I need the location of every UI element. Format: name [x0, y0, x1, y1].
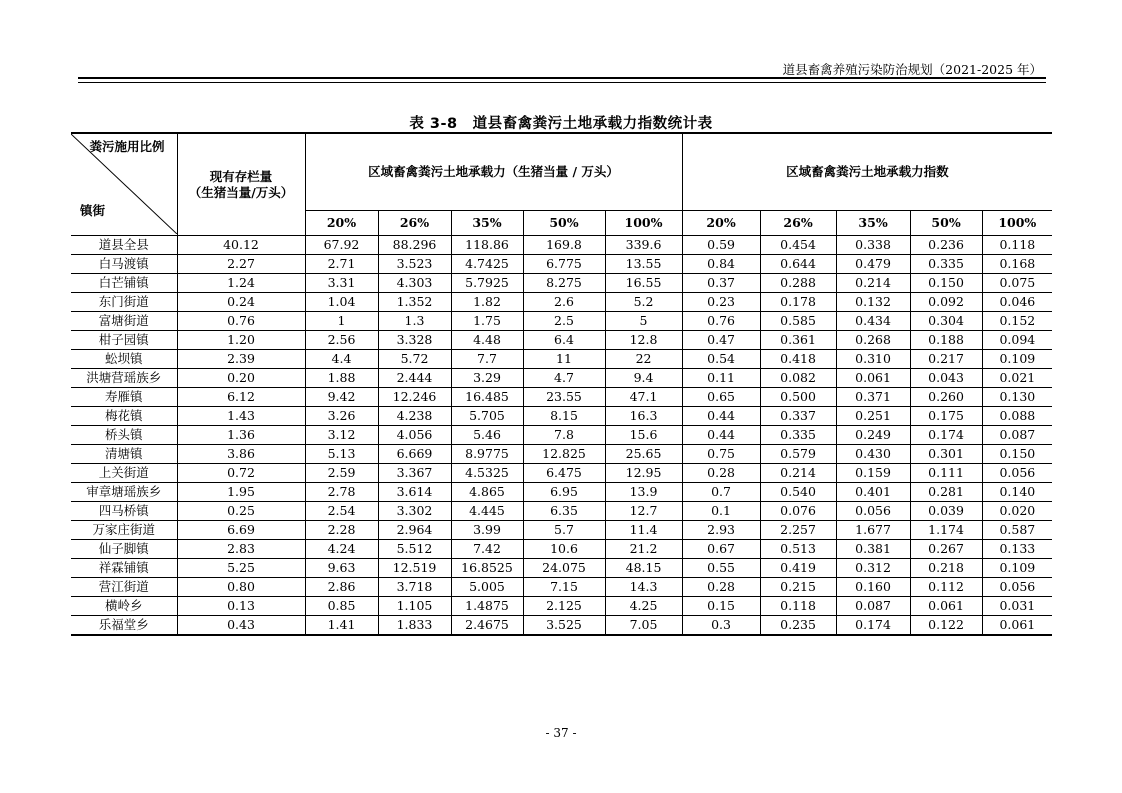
- cell-index: 0.046: [982, 293, 1052, 312]
- cell-town-name: 审章塘瑶族乡: [71, 483, 177, 502]
- cell-capacity: 3.29: [451, 369, 523, 388]
- cell-capacity: 6.475: [523, 464, 605, 483]
- header-row-main: [71, 133, 1052, 211]
- table-body: [71, 236, 1052, 636]
- cell-stock: 2.39: [177, 350, 305, 369]
- cell-capacity: 3.367: [378, 464, 451, 483]
- cell-capacity: 5.705: [451, 407, 523, 426]
- cell-index: 0.454: [760, 236, 836, 255]
- cell-capacity: 16.8525: [451, 559, 523, 578]
- cell-capacity: 5.512: [378, 540, 451, 559]
- cell-index: 0.218: [910, 559, 982, 578]
- cell-capacity: 5.005: [451, 578, 523, 597]
- cell-capacity: 5.2: [605, 293, 682, 312]
- cell-capacity: 67.92: [305, 236, 378, 255]
- cell-capacity: 4.24: [305, 540, 378, 559]
- table-row: [71, 331, 1052, 350]
- cell-index: 0.168: [982, 255, 1052, 274]
- header-rule-thin: [78, 82, 1046, 83]
- cell-index: 1.174: [910, 521, 982, 540]
- table-row: [71, 616, 1052, 636]
- cell-capacity: 12.519: [378, 559, 451, 578]
- cell-capacity: 2.5: [523, 312, 605, 331]
- cell-capacity: 7.7: [451, 350, 523, 369]
- table-row: [71, 445, 1052, 464]
- cell-capacity: 1.04: [305, 293, 378, 312]
- corner-label-town: 镇街: [80, 203, 106, 218]
- cell-capacity: 1.88: [305, 369, 378, 388]
- cell-index: 0.150: [910, 274, 982, 293]
- index-ratio-header: 100%: [982, 211, 1052, 236]
- cell-capacity: 16.3: [605, 407, 682, 426]
- index-ratio-header: 20%: [682, 211, 760, 236]
- cell-index: 0.087: [982, 426, 1052, 445]
- cell-index: 0.3: [682, 616, 760, 636]
- cell-index: 0.337: [760, 407, 836, 426]
- cell-index: 0.076: [760, 502, 836, 521]
- header-rule-thick: [78, 77, 1046, 79]
- cell-index: 0.109: [982, 559, 1052, 578]
- statistics-table: [71, 132, 1052, 636]
- cell-index: 0.11: [682, 369, 760, 388]
- cell-stock: 1.95: [177, 483, 305, 502]
- cell-capacity: 7.15: [523, 578, 605, 597]
- cell-capacity: 21.2: [605, 540, 682, 559]
- cell-stock: 0.13: [177, 597, 305, 616]
- cell-index: 0.513: [760, 540, 836, 559]
- cell-index: 0.361: [760, 331, 836, 350]
- cell-index: 0.039: [910, 502, 982, 521]
- cell-capacity: 3.12: [305, 426, 378, 445]
- cell-index: 0.043: [910, 369, 982, 388]
- table-row: [71, 388, 1052, 407]
- running-header: 道县畜禽养殖污染防治规划（2021-2025 年）: [782, 62, 1042, 77]
- table-title: 表 3-8 道县畜禽粪污土地承载力指数统计表: [409, 116, 713, 132]
- cell-town-name: 四马桥镇: [71, 502, 177, 521]
- cell-capacity: 1.352: [378, 293, 451, 312]
- cell-index: 0.15: [682, 597, 760, 616]
- cell-capacity: 4.056: [378, 426, 451, 445]
- cell-index: 0.152: [982, 312, 1052, 331]
- cell-index: 0.54: [682, 350, 760, 369]
- cell-index: 0.031: [982, 597, 1052, 616]
- cell-index: 0.335: [760, 426, 836, 445]
- cell-index: 0.23: [682, 293, 760, 312]
- index-header: 区域畜禽粪污土地承载力指数: [682, 133, 1052, 211]
- cell-capacity: 15.6: [605, 426, 682, 445]
- cell-stock: 1.36: [177, 426, 305, 445]
- cell-index: 0.28: [682, 578, 760, 597]
- cell-town-name: 仙子脚镇: [71, 540, 177, 559]
- cell-capacity: 6.95: [523, 483, 605, 502]
- cell-index: 0.092: [910, 293, 982, 312]
- cell-stock: 0.80: [177, 578, 305, 597]
- cell-index: 0.174: [836, 616, 910, 636]
- cell-capacity: 4.238: [378, 407, 451, 426]
- table-row: [71, 274, 1052, 293]
- cell-index: 0.1: [682, 502, 760, 521]
- cell-index: 0.418: [760, 350, 836, 369]
- cell-capacity: 12.7: [605, 502, 682, 521]
- table-row: [71, 502, 1052, 521]
- cell-index: 0.111: [910, 464, 982, 483]
- cell-capacity: 3.302: [378, 502, 451, 521]
- cell-index: 0.217: [910, 350, 982, 369]
- index-ratio-header: 26%: [760, 211, 836, 236]
- cell-capacity: 4.7: [523, 369, 605, 388]
- cell-capacity: 11: [523, 350, 605, 369]
- cell-index: 0.268: [836, 331, 910, 350]
- table-row: [71, 312, 1052, 331]
- cell-index: 0.118: [982, 236, 1052, 255]
- cell-capacity: 5.13: [305, 445, 378, 464]
- cell-stock: 2.83: [177, 540, 305, 559]
- cell-index: 0.381: [836, 540, 910, 559]
- cell-capacity: 13.9: [605, 483, 682, 502]
- cell-index: 0.251: [836, 407, 910, 426]
- cell-index: 0.419: [760, 559, 836, 578]
- cell-index: 0.310: [836, 350, 910, 369]
- cell-index: 0.214: [836, 274, 910, 293]
- cell-capacity: 16.485: [451, 388, 523, 407]
- cell-stock: 0.24: [177, 293, 305, 312]
- cell-index: 0.434: [836, 312, 910, 331]
- cell-capacity: 8.275: [523, 274, 605, 293]
- cell-town-name: 上关街道: [71, 464, 177, 483]
- cell-index: 0.236: [910, 236, 982, 255]
- stock-header: [177, 133, 305, 236]
- cell-index: 0.061: [982, 616, 1052, 636]
- cell-index: 0.087: [836, 597, 910, 616]
- cell-capacity: 13.55: [605, 255, 682, 274]
- cell-capacity: 2.86: [305, 578, 378, 597]
- cell-index: 0.021: [982, 369, 1052, 388]
- cell-capacity: 47.1: [605, 388, 682, 407]
- cell-capacity: 339.6: [605, 236, 682, 255]
- cell-index: 0.76: [682, 312, 760, 331]
- cell-capacity: 12.95: [605, 464, 682, 483]
- cell-index: 0.28: [682, 464, 760, 483]
- cell-capacity: 118.86: [451, 236, 523, 255]
- cell-index: 0.7: [682, 483, 760, 502]
- cell-index: 0.301: [910, 445, 982, 464]
- cell-capacity: 24.075: [523, 559, 605, 578]
- cell-capacity: 6.775: [523, 255, 605, 274]
- cell-index: 0.174: [910, 426, 982, 445]
- cell-capacity: 6.35: [523, 502, 605, 521]
- cell-index: 0.579: [760, 445, 836, 464]
- cell-index: 0.061: [836, 369, 910, 388]
- index-ratio-header: 50%: [910, 211, 982, 236]
- cell-index: 0.281: [910, 483, 982, 502]
- cell-index: 0.335: [910, 255, 982, 274]
- cell-town-name: 柑子园镇: [71, 331, 177, 350]
- cell-town-name: 道县全县: [71, 236, 177, 255]
- cell-capacity: 1.105: [378, 597, 451, 616]
- cell-index: 0.118: [760, 597, 836, 616]
- cell-capacity: 7.8: [523, 426, 605, 445]
- cell-stock: 2.27: [177, 255, 305, 274]
- cell-index: 0.130: [982, 388, 1052, 407]
- cell-index: 0.44: [682, 407, 760, 426]
- cell-capacity: 5.46: [451, 426, 523, 445]
- cell-stock: 0.20: [177, 369, 305, 388]
- cell-index: 0.150: [982, 445, 1052, 464]
- cell-index: 0.587: [982, 521, 1052, 540]
- cell-capacity: 12.825: [523, 445, 605, 464]
- index-ratio-header: 35%: [836, 211, 910, 236]
- cell-town-name: 营江街道: [71, 578, 177, 597]
- cell-capacity: 12.8: [605, 331, 682, 350]
- cell-index: 0.260: [910, 388, 982, 407]
- cell-capacity: 9.4: [605, 369, 682, 388]
- cell-capacity: 6.4: [523, 331, 605, 350]
- cell-capacity: 2.444: [378, 369, 451, 388]
- cell-capacity: 4.4: [305, 350, 378, 369]
- cell-town-name: 富塘街道: [71, 312, 177, 331]
- cell-capacity: 8.15: [523, 407, 605, 426]
- cell-capacity: 3.614: [378, 483, 451, 502]
- cell-capacity: 22: [605, 350, 682, 369]
- cell-index: 0.188: [910, 331, 982, 350]
- cell-index: 0.133: [982, 540, 1052, 559]
- cell-capacity: 2.4675: [451, 616, 523, 636]
- cell-capacity: 9.42: [305, 388, 378, 407]
- cell-capacity: 48.15: [605, 559, 682, 578]
- cell-stock: 0.25: [177, 502, 305, 521]
- cell-town-name: 梅花镇: [71, 407, 177, 426]
- cell-index: 0.088: [982, 407, 1052, 426]
- cell-capacity: 1: [305, 312, 378, 331]
- stock-header-line1: 现有存栏量: [209, 168, 273, 184]
- cell-capacity: 4.445: [451, 502, 523, 521]
- table-row: [71, 255, 1052, 274]
- capacity-ratio-header: 35%: [451, 211, 523, 236]
- cell-index: 0.159: [836, 464, 910, 483]
- cell-capacity: 12.246: [378, 388, 451, 407]
- cell-index: 1.677: [836, 521, 910, 540]
- cell-capacity: 25.65: [605, 445, 682, 464]
- cell-index: 0.020: [982, 502, 1052, 521]
- capacity-ratio-header: 20%: [305, 211, 378, 236]
- cell-index: 0.075: [982, 274, 1052, 293]
- cell-stock: 6.12: [177, 388, 305, 407]
- cell-capacity: 23.55: [523, 388, 605, 407]
- cell-capacity: 3.99: [451, 521, 523, 540]
- cell-capacity: 1.75: [451, 312, 523, 331]
- cell-index: 0.84: [682, 255, 760, 274]
- capacity-ratio-header: 26%: [378, 211, 451, 236]
- cell-capacity: 9.63: [305, 559, 378, 578]
- cell-index: 0.312: [836, 559, 910, 578]
- cell-capacity: 4.48: [451, 331, 523, 350]
- cell-capacity: 88.296: [378, 236, 451, 255]
- cell-capacity: 1.3: [378, 312, 451, 331]
- cell-index: 0.056: [836, 502, 910, 521]
- cell-town-name: 白马渡镇: [71, 255, 177, 274]
- cell-capacity: 2.78: [305, 483, 378, 502]
- cell-index: 0.44: [682, 426, 760, 445]
- cell-capacity: 2.71: [305, 255, 378, 274]
- capacity-ratio-header: 100%: [605, 211, 682, 236]
- cell-capacity: 10.6: [523, 540, 605, 559]
- stock-header-line2: （生猪当量/万头）: [188, 184, 294, 200]
- cell-index: 0.65: [682, 388, 760, 407]
- table-row: [71, 597, 1052, 616]
- cell-capacity: 6.669: [378, 445, 451, 464]
- cell-index: 0.249: [836, 426, 910, 445]
- cell-index: 0.214: [760, 464, 836, 483]
- cell-index: 0.122: [910, 616, 982, 636]
- cell-capacity: 4.25: [605, 597, 682, 616]
- cell-capacity: 1.82: [451, 293, 523, 312]
- cell-index: 0.215: [760, 578, 836, 597]
- cell-index: 2.257: [760, 521, 836, 540]
- cell-index: 0.132: [836, 293, 910, 312]
- cell-index: 2.93: [682, 521, 760, 540]
- table-row: [71, 540, 1052, 559]
- cell-index: 0.160: [836, 578, 910, 597]
- capacity-ratio-header: 50%: [523, 211, 605, 236]
- cell-capacity: 3.26: [305, 407, 378, 426]
- cell-capacity: 4.5325: [451, 464, 523, 483]
- cell-capacity: 1.833: [378, 616, 451, 636]
- cell-index: 0.540: [760, 483, 836, 502]
- cell-capacity: 8.9775: [451, 445, 523, 464]
- cell-index: 0.112: [910, 578, 982, 597]
- corner-header-cell: [71, 133, 177, 236]
- cell-stock: 0.76: [177, 312, 305, 331]
- corner-label-ratio: 粪污施用比例: [89, 139, 165, 154]
- cell-index: 0.401: [836, 483, 910, 502]
- cell-index: 0.75: [682, 445, 760, 464]
- cell-index: 0.644: [760, 255, 836, 274]
- cell-capacity: 2.964: [378, 521, 451, 540]
- cell-stock: 3.86: [177, 445, 305, 464]
- table-row: [71, 236, 1052, 255]
- cell-index: 0.37: [682, 274, 760, 293]
- cell-capacity: 3.31: [305, 274, 378, 293]
- cell-town-name: 清塘镇: [71, 445, 177, 464]
- cell-town-name: 祥霖铺镇: [71, 559, 177, 578]
- cell-capacity: 5.7: [523, 521, 605, 540]
- table-row: [71, 521, 1052, 540]
- cell-capacity: 1.41: [305, 616, 378, 636]
- cell-index: 0.061: [910, 597, 982, 616]
- cell-index: 0.59: [682, 236, 760, 255]
- cell-town-name: 寿雁镇: [71, 388, 177, 407]
- cell-town-name: 万家庄街道: [71, 521, 177, 540]
- cell-capacity: 16.55: [605, 274, 682, 293]
- table-row: [71, 350, 1052, 369]
- cell-town-name: 洪塘营瑶族乡: [71, 369, 177, 388]
- table-row: [71, 369, 1052, 388]
- cell-capacity: 11.4: [605, 521, 682, 540]
- cell-capacity: 7.05: [605, 616, 682, 636]
- table-row: [71, 559, 1052, 578]
- cell-index: 0.500: [760, 388, 836, 407]
- cell-index: 0.371: [836, 388, 910, 407]
- cell-index: 0.430: [836, 445, 910, 464]
- cell-index: 0.47: [682, 331, 760, 350]
- cell-capacity: 1.4875: [451, 597, 523, 616]
- cell-stock: 5.25: [177, 559, 305, 578]
- cell-index: 0.585: [760, 312, 836, 331]
- cell-index: 0.267: [910, 540, 982, 559]
- table-row: [71, 407, 1052, 426]
- cell-town-name: 横岭乡: [71, 597, 177, 616]
- cell-capacity: 3.523: [378, 255, 451, 274]
- cell-capacity: 4.7425: [451, 255, 523, 274]
- cell-capacity: 14.3: [605, 578, 682, 597]
- cell-capacity: 2.56: [305, 331, 378, 350]
- table-row: [71, 464, 1052, 483]
- table-row: [71, 483, 1052, 502]
- cell-capacity: 0.85: [305, 597, 378, 616]
- cell-stock: 6.69: [177, 521, 305, 540]
- cell-town-name: 东门街道: [71, 293, 177, 312]
- table-row: [71, 293, 1052, 312]
- cell-capacity: 5.7925: [451, 274, 523, 293]
- cell-capacity: 3.525: [523, 616, 605, 636]
- cell-stock: 1.20: [177, 331, 305, 350]
- cell-index: 0.082: [760, 369, 836, 388]
- cell-index: 0.288: [760, 274, 836, 293]
- cell-capacity: 3.328: [378, 331, 451, 350]
- cell-stock: 40.12: [177, 236, 305, 255]
- table-row: [71, 578, 1052, 597]
- cell-stock: 0.43: [177, 616, 305, 636]
- cell-index: 0.55: [682, 559, 760, 578]
- cell-capacity: 2.6: [523, 293, 605, 312]
- cell-stock: 1.24: [177, 274, 305, 293]
- cell-index: 0.67: [682, 540, 760, 559]
- cell-index: 0.094: [982, 331, 1052, 350]
- cell-town-name: 桥头镇: [71, 426, 177, 445]
- cell-stock: 1.43: [177, 407, 305, 426]
- cell-index: 0.304: [910, 312, 982, 331]
- page-number: - 37 -: [545, 726, 577, 740]
- cell-stock: 0.72: [177, 464, 305, 483]
- cell-capacity: 3.718: [378, 578, 451, 597]
- cell-index: 0.235: [760, 616, 836, 636]
- capacity-header: 区域畜禽粪污土地承载力（生猪当量 / 万头）: [305, 133, 682, 211]
- cell-capacity: 2.54: [305, 502, 378, 521]
- cell-capacity: 2.59: [305, 464, 378, 483]
- cell-index: 0.178: [760, 293, 836, 312]
- cell-capacity: 2.125: [523, 597, 605, 616]
- cell-index: 0.140: [982, 483, 1052, 502]
- table-row: [71, 426, 1052, 445]
- cell-capacity: 5: [605, 312, 682, 331]
- cell-index: 0.175: [910, 407, 982, 426]
- cell-town-name: 白芒铺镇: [71, 274, 177, 293]
- cell-capacity: 4.865: [451, 483, 523, 502]
- cell-index: 0.056: [982, 464, 1052, 483]
- cell-town-name: 蚣坝镇: [71, 350, 177, 369]
- cell-capacity: 7.42: [451, 540, 523, 559]
- cell-capacity: 2.28: [305, 521, 378, 540]
- cell-capacity: 4.303: [378, 274, 451, 293]
- cell-capacity: 169.8: [523, 236, 605, 255]
- cell-town-name: 乐福堂乡: [71, 616, 177, 636]
- cell-index: 0.338: [836, 236, 910, 255]
- cell-index: 0.109: [982, 350, 1052, 369]
- cell-capacity: 5.72: [378, 350, 451, 369]
- cell-index: 0.479: [836, 255, 910, 274]
- cell-index: 0.056: [982, 578, 1052, 597]
